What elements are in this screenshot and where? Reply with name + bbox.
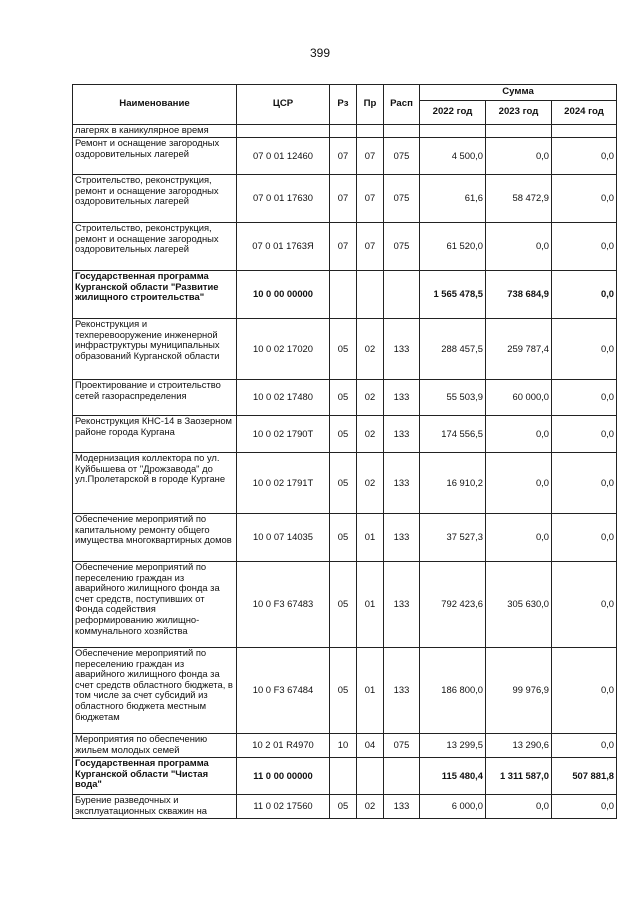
cell-csr: 10 0 02 1791Т [237,453,330,514]
cell-csr: 10 0 00 00000 [237,271,330,319]
cell-rasp: 133 [384,453,420,514]
cell-2022: 115 480,4 [420,758,486,795]
cell-pr: 02 [357,319,384,380]
cell-2024: 0,0 [552,416,617,453]
cell-rz: 05 [330,453,357,514]
cell-csr: 10 0 02 17020 [237,319,330,380]
cell-2023: 58 472,9 [486,175,552,223]
cell-2022: 186 800,0 [420,648,486,734]
table-row [73,319,617,380]
cell-pr: 02 [357,453,384,514]
cell-rasp: 133 [384,416,420,453]
cell-rz: 07 [330,175,357,223]
cell-rz [330,758,357,795]
cell-rasp: 133 [384,380,420,416]
cell-rasp: 075 [384,734,420,758]
cell-2024: 0,0 [552,514,617,562]
cell-rz: 05 [330,319,357,380]
cell-rasp: 075 [384,175,420,223]
cell-name: Мероприятия по обеспечению жильем молодых семей [73,734,237,758]
cell-2024: 0,0 [552,795,617,819]
cell-csr: 10 0 02 1790Т [237,416,330,453]
cell-2023 [486,125,552,138]
cell-2022: 61 520,0 [420,223,486,271]
cell-pr: 07 [357,223,384,271]
cell-csr: 10 0 02 17480 [237,380,330,416]
table-row [73,175,617,223]
cell-name: Проектирование и строительство сетей газораспределения [73,380,237,416]
cell-pr: 07 [357,138,384,175]
cell-pr: 01 [357,562,384,648]
table-row [73,416,617,453]
header-sum: Сумма [420,85,617,101]
cell-name: лагерях в каникулярное время [73,125,237,138]
cell-2022: 792 423,6 [420,562,486,648]
cell-rasp: 075 [384,223,420,271]
cell-rz: 07 [330,223,357,271]
cell-name: Бурение разведочных и эксплуатационных скважин на [73,795,237,819]
page-number: 399 [309,46,331,60]
cell-name: Строительство, реконструкция, ремонт и оснащение загородных оздоровительных лагерей [73,175,237,223]
cell-2023: 305 630,0 [486,562,552,648]
table-row [73,514,617,562]
cell-2024: 0,0 [552,734,617,758]
cell-csr: 10 2 01 R4970 [237,734,330,758]
header-2024: 2024 год [552,101,617,125]
cell-rz [330,271,357,319]
cell-2024: 0,0 [552,562,617,648]
cell-pr: 01 [357,514,384,562]
cell-pr: 02 [357,795,384,819]
table-row [73,734,617,758]
cell-pr: 07 [357,175,384,223]
cell-csr: 10 0 F3 67484 [237,648,330,734]
cell-2024: 507 881,8 [552,758,617,795]
cell-name: Государственная программа Курганской области "Чистая вода" [73,758,237,795]
cell-rasp [384,758,420,795]
cell-rz [330,125,357,138]
cell-rasp [384,271,420,319]
header-2022: 2022 год [420,101,486,125]
cell-2023: 0,0 [486,223,552,271]
cell-2024: 0,0 [552,319,617,380]
cell-2024: 0,0 [552,138,617,175]
cell-rz: 05 [330,795,357,819]
cell-rz: 05 [330,380,357,416]
cell-pr: 04 [357,734,384,758]
cell-2023: 0,0 [486,514,552,562]
cell-2024: 0,0 [552,271,617,319]
cell-rasp: 133 [384,795,420,819]
cell-pr [357,125,384,138]
header-pr: Пр [357,85,384,125]
cell-csr: 07 0 01 17630 [237,175,330,223]
header-rasp: Расп [384,85,420,125]
cell-csr: 07 0 01 12460 [237,138,330,175]
table-row [73,138,617,175]
table-row [73,795,617,819]
cell-2023: 738 684,9 [486,271,552,319]
cell-rz: 10 [330,734,357,758]
cell-2023: 0,0 [486,453,552,514]
cell-2024: 0,0 [552,175,617,223]
cell-2022: 13 299,5 [420,734,486,758]
cell-rasp [384,125,420,138]
cell-pr: 01 [357,648,384,734]
cell-2023: 0,0 [486,416,552,453]
table-row [73,562,617,648]
table-row [73,453,617,514]
cell-2024: 0,0 [552,223,617,271]
cell-rasp: 133 [384,514,420,562]
table-row [73,223,617,271]
header-name: Наименование [73,85,237,125]
cell-pr [357,271,384,319]
cell-csr: 10 0 07 14035 [237,514,330,562]
cell-2024: 0,0 [552,380,617,416]
table-row [73,380,617,416]
cell-2022 [420,125,486,138]
cell-2022: 4 500,0 [420,138,486,175]
budget-table [72,84,617,819]
table-row [73,271,617,319]
cell-csr: 11 0 00 00000 [237,758,330,795]
cell-rasp: 075 [384,138,420,175]
cell-name: Реконструкция КНС-14 в Заозерном районе города Кургана [73,416,237,453]
cell-name: Строительство, реконструкция, ремонт и оснащение загородных оздоровительных лагерей [73,223,237,271]
header-2023: 2023 год [486,101,552,125]
cell-2022: 1 565 478,5 [420,271,486,319]
cell-csr [237,125,330,138]
cell-2023: 259 787,4 [486,319,552,380]
table-body [73,125,617,819]
cell-2023: 60 000,0 [486,380,552,416]
cell-2023: 0,0 [486,795,552,819]
cell-name: Обеспечение мероприятий по переселению граждан из аварийного жилищного фонда за счет средств областного бюджета, в том числе за счет субсидий из областного бюджета местным бюджетам [73,648,237,734]
cell-rz: 05 [330,416,357,453]
cell-csr: 11 0 02 17560 [237,795,330,819]
header-rz: Рз [330,85,357,125]
cell-2023: 99 976,9 [486,648,552,734]
cell-rz: 05 [330,514,357,562]
cell-2022: 37 527,3 [420,514,486,562]
cell-name: Обеспечение мероприятий по переселению граждан из аварийного жилищного фонда за счет средств, поступивших от Фонда содействия реформированию жилищно-коммунального хозяйства [73,562,237,648]
cell-2024: 0,0 [552,453,617,514]
cell-2022: 16 910,2 [420,453,486,514]
cell-2023: 0,0 [486,138,552,175]
cell-2022: 174 556,5 [420,416,486,453]
cell-2022: 61,6 [420,175,486,223]
cell-2024: 0,0 [552,648,617,734]
cell-rasp: 133 [384,648,420,734]
cell-pr [357,758,384,795]
table-row [73,125,617,138]
cell-name: Модернизация коллектора по ул. Куйбышева от "Дрожзавода" до ул.Пролетарской в городе Кургане [73,453,237,514]
table-row [73,648,617,734]
cell-rasp: 133 [384,562,420,648]
cell-2023: 1 311 587,0 [486,758,552,795]
header-csr: ЦСР [237,85,330,125]
table-row [73,758,617,795]
cell-rz: 07 [330,138,357,175]
cell-2022: 288 457,5 [420,319,486,380]
cell-2023: 13 290,6 [486,734,552,758]
cell-name: Обеспечение мероприятий по капитальному ремонту общего имущества многоквартирных домов [73,514,237,562]
cell-rz: 05 [330,562,357,648]
cell-csr: 07 0 01 1763Я [237,223,330,271]
cell-pr: 02 [357,380,384,416]
cell-rz: 05 [330,648,357,734]
cell-name: Ремонт и оснащение загородных оздоровительных лагерей [73,138,237,175]
cell-rasp: 133 [384,319,420,380]
cell-2024 [552,125,617,138]
cell-2022: 55 503,9 [420,380,486,416]
cell-name: Государственная программа Курганской области "Развитие жилищного строительства" [73,271,237,319]
cell-name: Реконструкция и техперевооружение инженерной инфраструктуры муниципальных образований Курганской области [73,319,237,380]
cell-pr: 02 [357,416,384,453]
cell-csr: 10 0 F3 67483 [237,562,330,648]
cell-2022: 6 000,0 [420,795,486,819]
